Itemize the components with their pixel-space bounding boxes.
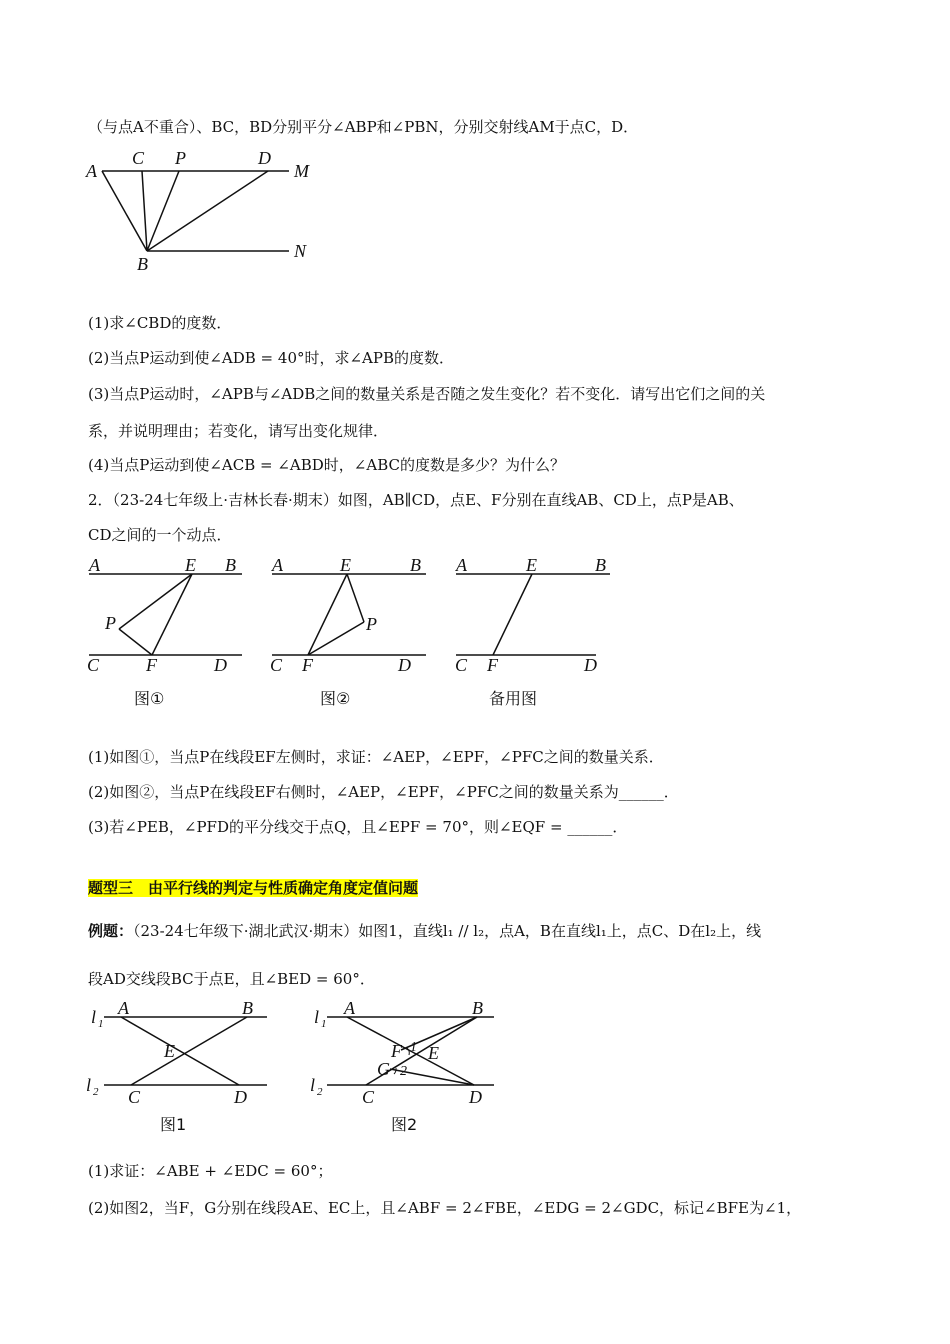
fig4-angle-2: 2 — [400, 1064, 407, 1079]
fig3-sub-1: 1 — [98, 1018, 104, 1030]
example-label: 例题： — [88, 922, 134, 940]
caption-fig-2: 图2 — [391, 1115, 418, 1134]
section-title: 题型三 由平行线的判定与性质确定角度定值问题 — [88, 879, 419, 897]
problem-2-cont: CD之间的一个动点． — [88, 526, 232, 544]
p2-label-F: F — [302, 655, 313, 675]
caption-fig-1: 图1 — [160, 1115, 187, 1134]
p2-label-D: D — [398, 655, 411, 675]
caption-spare-figure: 备用图 — [489, 689, 538, 708]
question-3-1: (1)求证：∠ABE + ∠EDC = 60°； — [88, 1162, 333, 1180]
p1-label-C: C — [87, 655, 100, 675]
label-C: C — [132, 148, 145, 168]
p3-label-F: F — [487, 655, 498, 675]
example-line-2: 段AD交线段BC于点E，且∠BED = 60°． — [88, 970, 375, 988]
fig4-sub-2: 2 — [317, 1086, 323, 1098]
fig4-label-A: A — [344, 998, 355, 1018]
p1-label-E: E — [185, 555, 196, 575]
p1-label-D: D — [214, 655, 227, 675]
p2-label-P: P — [366, 614, 377, 634]
fig4-label-F: F — [391, 1041, 402, 1061]
p1-label-F: F — [146, 655, 157, 675]
fig3-label-A: A — [118, 998, 129, 1018]
label-B: B — [137, 254, 148, 274]
caption-figure-1: 图① — [134, 689, 165, 708]
caption-figure-2: 图② — [320, 689, 351, 708]
question-1-2: (2)当点P运动到使∠ADB = 40°时，求∠APB的度数． — [88, 349, 454, 367]
question-2-3: (3)若∠PEB，∠PFD的平分线交于点Q，且∠EPF = 70°，则∠EQF = ______． — [88, 818, 628, 836]
fig4-angle-1: 1 — [410, 1040, 417, 1055]
question-1-3-cont: 系，并说明理由；若变化，请写出变化规律． — [88, 422, 389, 440]
p2-label-A: A — [272, 555, 283, 575]
fig3-label-l1: l — [91, 1007, 97, 1027]
fig3-label-C: C — [128, 1087, 141, 1107]
intro-line: （与点A不重合）、BC，BD分别平分∠ABP和∠PBN，分别交射线AM于点C，D． — [88, 118, 639, 136]
figure-parallel-ef — [84, 552, 624, 682]
question-1-1: (1)求∠CBD的度数． — [88, 314, 232, 332]
fig3-label-E: E — [164, 1041, 175, 1061]
p3-label-C: C — [455, 655, 468, 675]
p1-label-A: A — [89, 555, 100, 575]
fig4-label-D: D — [469, 1087, 482, 1107]
problem-2: 2．（23-24七年级上·吉林长春·期末）如图，AB∥CD，点E、F分别在直线AB、CD上，点P是AB、 — [88, 491, 744, 509]
example-line — [88, 920, 761, 941]
label-M: M — [294, 161, 309, 181]
fig4-label-G: G — [377, 1059, 390, 1079]
p3-label-E: E — [526, 555, 537, 575]
fig3-label-B: B — [242, 998, 253, 1018]
question-1-3: (3)当点P运动时，∠APB与∠ADB之间的数量关系是否随之发生变化？若不变化．请写出它们之间的关 — [88, 385, 766, 403]
question-2-1: (1)如图①，当点P在线段EF左侧时，求证：∠AEP，∠EPF，∠PFC之间的数量关系． — [88, 748, 664, 766]
p1-label-P: P — [105, 613, 116, 633]
p3-label-A: A — [456, 555, 467, 575]
p2-label-E: E — [340, 555, 351, 575]
fig4-label-B: B — [472, 998, 483, 1018]
fig4-label-C: C — [362, 1087, 375, 1107]
label-A: A — [86, 161, 97, 181]
fig3-label-l2: l — [86, 1075, 92, 1095]
question-3-2: (2)如图2，当F，G分别在线段AE、EC上，且∠ABF = 2∠FBE，∠EDG = 2∠GDC，标记∠BFE为∠1， — [88, 1199, 802, 1217]
figure-l1-l2 — [84, 995, 514, 1105]
p1-label-B: B — [225, 555, 236, 575]
p2-label-C: C — [270, 655, 283, 675]
fig4-label-E: E — [428, 1043, 439, 1063]
label-P: P — [175, 148, 186, 168]
fig3-sub-2: 2 — [93, 1086, 99, 1098]
question-2-2: (2)如图②，当点P在线段EF右侧时，∠AEP，∠EPF，∠PFC之间的数量关系为______． — [88, 783, 679, 801]
label-D: D — [258, 148, 271, 168]
fig3-label-D: D — [234, 1087, 247, 1107]
label-N: N — [294, 241, 307, 261]
section-heading — [88, 877, 418, 898]
example-text: （23-24七年级下·湖北武汉·期末）如图1，直线l₁ // l₂，点A，B在直线l₁上，点C、D在l₂上，线 — [133, 922, 762, 940]
p2-label-B: B — [410, 555, 421, 575]
p3-label-D: D — [584, 655, 597, 675]
fig4-label-l1: l — [314, 1007, 320, 1027]
fig4-label-l2: l — [310, 1075, 316, 1095]
figure-ray-am — [84, 146, 324, 276]
fig4-sub-1: 1 — [321, 1018, 327, 1030]
p3-label-B: B — [595, 555, 606, 575]
question-1-4: (4)当点P运动到使∠ACB = ∠ABD时，∠ABC的度数是多少？为什么？ — [88, 456, 565, 474]
